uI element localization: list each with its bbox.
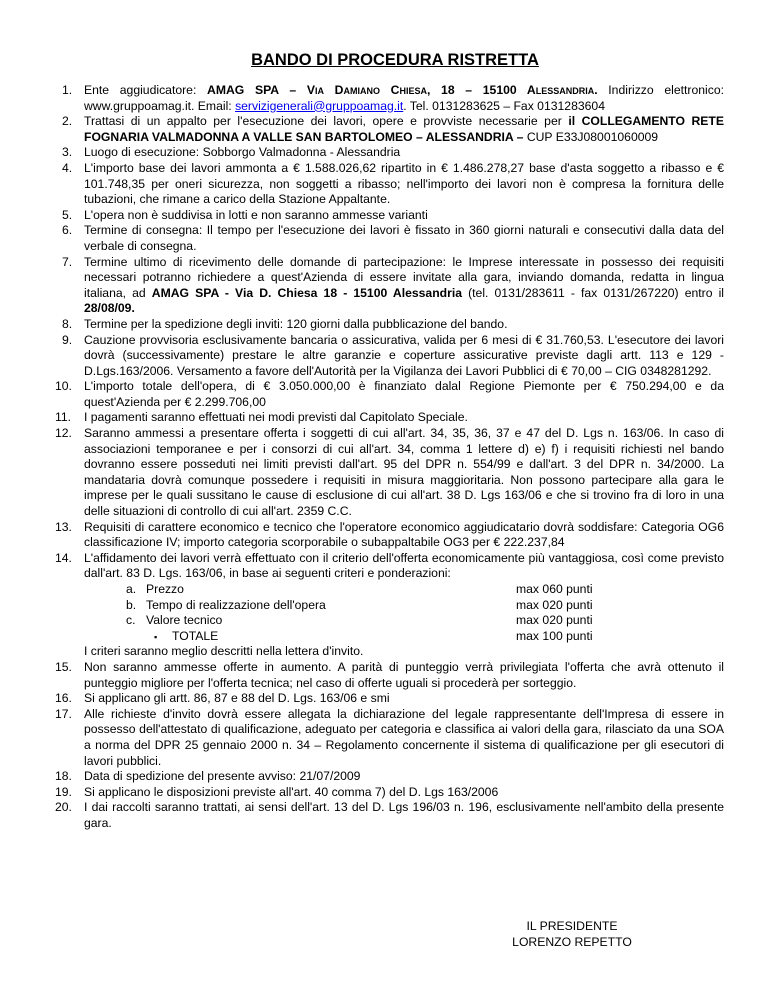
item-text: Indirizzo elettronico: www.gruppoamag.it. Email:: [84, 83, 724, 113]
item-text: Requisiti di carattere economico e tecnico che l'operatore economico aggiudicatario dovrà soddisfare: Categoria OG6 classificazione IV; importo categoria scorporabile o subappaltabile OG3 per € 222.237,84: [84, 519, 724, 550]
criteria-label: Tempo di realizzazione dell'opera: [146, 597, 326, 612]
entity-name: AMAG SPA – Via Damiano Chiesa, 18 – 15100 Alessandria.: [207, 83, 598, 97]
item-text: (tel. 0131/283611 - fax 0131/267220) entro il: [462, 285, 724, 300]
criteria-row: [84, 613, 724, 629]
item-number: 9.: [62, 332, 73, 347]
list-item: [55, 519, 724, 551]
list-item: [62, 254, 724, 317]
list-item: [55, 691, 724, 707]
list-item: [55, 769, 724, 785]
item-number: 8.: [62, 316, 73, 331]
criteria-label: Prezzo: [146, 582, 184, 596]
list-item: [55, 706, 724, 769]
criteria-row: [84, 582, 724, 598]
item-number: 12.: [55, 426, 72, 441]
item-number: 18.: [55, 769, 72, 784]
list-item: [55, 550, 724, 660]
criteria-letter: b.: [126, 597, 137, 612]
item-text: Alle richieste d'invito dovrà essere allegata la dichiarazione del legale rappresentante dell'Impresa di essere in possesso dell'attestato di qualificazione, adeguato per categoria e classifica ai valori della gara, rilasciato da una SOA a norma del DPR 25 gennaio 2000 n. 34 – Regolamento concernente il sistema di qualificazione per gli esecutori di lavori pubblici.: [84, 706, 724, 768]
item-text: Trattasi di un appalto per l'esecuzione dei lavori, opere e provviste necessarie per: [84, 114, 569, 129]
criteria-value: max 020 punti: [516, 597, 593, 612]
list-item: [55, 784, 724, 801]
item-number: 2.: [62, 114, 73, 129]
document-title: BANDO DI PROCEDURA RISTRETTA: [251, 51, 539, 69]
criteria-value: max 020 punti: [516, 613, 593, 628]
criteria-label: Valore tecnico: [146, 613, 223, 628]
item-text: Termine di consegna: Il tempo per l'esecuzione dei lavori è fissato in 360 giorni naturali e consecutivi dalla data del verbale di consegna.: [84, 223, 724, 253]
item-text: CUP E33J08001060009: [523, 129, 659, 144]
item-text: Non saranno ammesse offerte in aumento. A parità di punteggio verrà privilegiata l'offerta che avrà ottenuto il punteggio migliore per l'offerta tecnica; nel caso di offerte uguali si procederà per sorteggio.: [84, 659, 724, 690]
list-item: [62, 160, 724, 208]
list-item: [62, 316, 724, 333]
item-number: 14.: [55, 550, 72, 565]
item-text: Termine ultimo di ricevimento delle domande di partecipazione: le Imprese interessate in possesso dei requisiti necessari potranno richiedere a quest'Azienda di essere invitate alla gara, inviando domanda, redatta in lingua italiana, ad: [84, 254, 724, 300]
criteria-letter: c.: [126, 613, 136, 628]
deadline-date: 28/08/09.: [84, 301, 135, 316]
item-text: L'opera non è suddivisa in lotti e non saranno ammesse varianti: [84, 207, 428, 222]
list-item: [55, 659, 724, 691]
item-list: [55, 83, 724, 832]
item-text: Si applicano gli artt. 86, 87 e 88 del D. Lgs. 163/06 e smi: [84, 691, 390, 706]
item-number: 15.: [55, 659, 72, 674]
square-bullet-icon: ▪: [154, 631, 158, 642]
list-item: [55, 410, 724, 426]
item-text: I dai raccolti saranno trattati, ai sensi dell'art. 13 del D. Lgs 196/03 n. 196, esclusivamente nell'ambito della presente gara.: [84, 800, 724, 830]
item-number: 3.: [62, 145, 73, 160]
list-item: [55, 426, 724, 520]
criteria-list: [84, 582, 724, 644]
criteria-value: max 060 punti: [516, 582, 593, 596]
criteria-note: I criteri saranno meglio descritti nella lettera d'invito.: [84, 644, 364, 659]
item-number: 4.: [62, 160, 73, 175]
item-number: 19.: [55, 784, 72, 799]
item-text: L'affidamento dei lavori verrà effettuato con il criterio dell'offerta economicamente più vantaggiosa, così come previsto dall'art. 83 D. Lgs. 163/06, in base ai seguenti criteri e ponderazioni:: [84, 550, 724, 581]
criteria-letter: a.: [126, 582, 137, 596]
item-text: Cauzione provvisoria esclusivamente bancaria o assicurativa, valida per 6 mesi di € 31.760,53. L'esecutore dei lavori dovrà (successivamente) prestare le altre garanzie e coperture assicurative previste dagli artt. 113 e 129 - D.Lgs.163/2006. Versamento a favore dell'Autorità per la Vigilanza dei Lavori Pubblici di € 70,00 – CIG 0348281292.: [84, 332, 724, 378]
list-item: [62, 145, 724, 161]
project-name: il COLLEGAMENTO RETE FOGNARIA VALMADONNA A VALLE SAN BARTOLOMEO – ALESSANDRIA –: [84, 114, 724, 144]
signature-role: IL PRESIDENTE: [526, 919, 618, 933]
list-item: [62, 207, 724, 224]
item-text: L'importo base dei lavori ammonta a € 1.588.026,62 ripartito in € 1.486.278,27 base d'asta soggetto a ribasso e € 101.748,35 per oneri sicurezza, non soggetti a ribasso; nell'importo dei lavori non è compresa la fornitura delle tubazioni, che rimane a carico della Stazione Appaltante.: [84, 160, 724, 207]
item-number: 6.: [62, 223, 73, 238]
item-number: 1.: [62, 83, 73, 97]
item-text: Ente aggiudicatore:: [84, 83, 208, 97]
signature-block: [502, 918, 642, 950]
item-text: . Tel. 0131283625 – Fax 0131283604: [403, 98, 605, 113]
item-text: L'importo totale dell'opera, di € 3.050.000,00 è finanziato dalal Regione Piemonte per € 750.294,00 e da quest'Azienda per € 2.299.706,00: [84, 379, 724, 409]
item-number: 5.: [62, 207, 73, 222]
total-value: max 100 punti: [516, 628, 593, 643]
item-number: 10.: [55, 379, 72, 394]
list-item: [62, 332, 724, 380]
criteria-row: [84, 598, 724, 614]
item-text: Luogo di esecuzione: Sobborgo Valmadonna - Alessandria: [84, 145, 401, 160]
list-item: [62, 223, 724, 254]
item-number: 16.: [55, 691, 72, 706]
item-number: 17.: [55, 706, 72, 721]
item-number: 11.: [55, 410, 72, 425]
total-label: TOTALE: [172, 628, 219, 643]
list-item: [55, 800, 724, 831]
list-item: [55, 379, 724, 410]
address-bold: AMAG SPA - Via D. Chiesa 18 - 15100 Alessandria: [151, 285, 462, 300]
item-number: 7.: [62, 254, 73, 269]
item-number: 20.: [55, 800, 72, 815]
item-text: Si applicano le disposizioni previste all'art. 40 comma 7) del D. Lgs 163/2006: [84, 784, 499, 799]
criteria-total-row: [84, 629, 724, 645]
item-text: Saranno ammessi a presentare offerta i soggetti di cui all'art. 34, 35, 36, 37 e 47 del D. Lgs n. 163/06. In caso di associazioni temporanee e per i consorzi di cui all'art. 34, comma 1 lettere d) e) f) i requisiti richiesti nel bando dovranno essere posseduti nei limiti previsti dall'art. 95 del DPR n. 554/99 e dall'art. 3 del DPR n. 34/2000. La mandataria dovrà comunque possedere i requisiti in misura maggioritaria. Non possono partecipare alla gara le imprese per le quali sussitano le cause di esclusione di cui all'art. 38 D. Lgs 163/06 e che si trovino fra di loro in una delle situazioni di controllo di cui all'art. 2359 C.C.: [84, 426, 724, 519]
signature-name: LORENZO REPETTO: [512, 935, 632, 949]
item-text: I pagamenti saranno effettuati nei modi previsti dal Capitolato Speciale.: [84, 410, 468, 425]
list-item: [62, 114, 724, 145]
email-link[interactable]: servizigenerali@gruppoamag.it: [235, 98, 404, 113]
item-number: 13.: [55, 519, 72, 534]
list-item: [62, 83, 724, 114]
item-text: Data di spedizione del presente avviso: 21/07/2009: [84, 769, 361, 784]
item-text: Termine per la spedizione degli inviti: 120 giorni dalla pubblicazione del bando.: [84, 316, 508, 331]
